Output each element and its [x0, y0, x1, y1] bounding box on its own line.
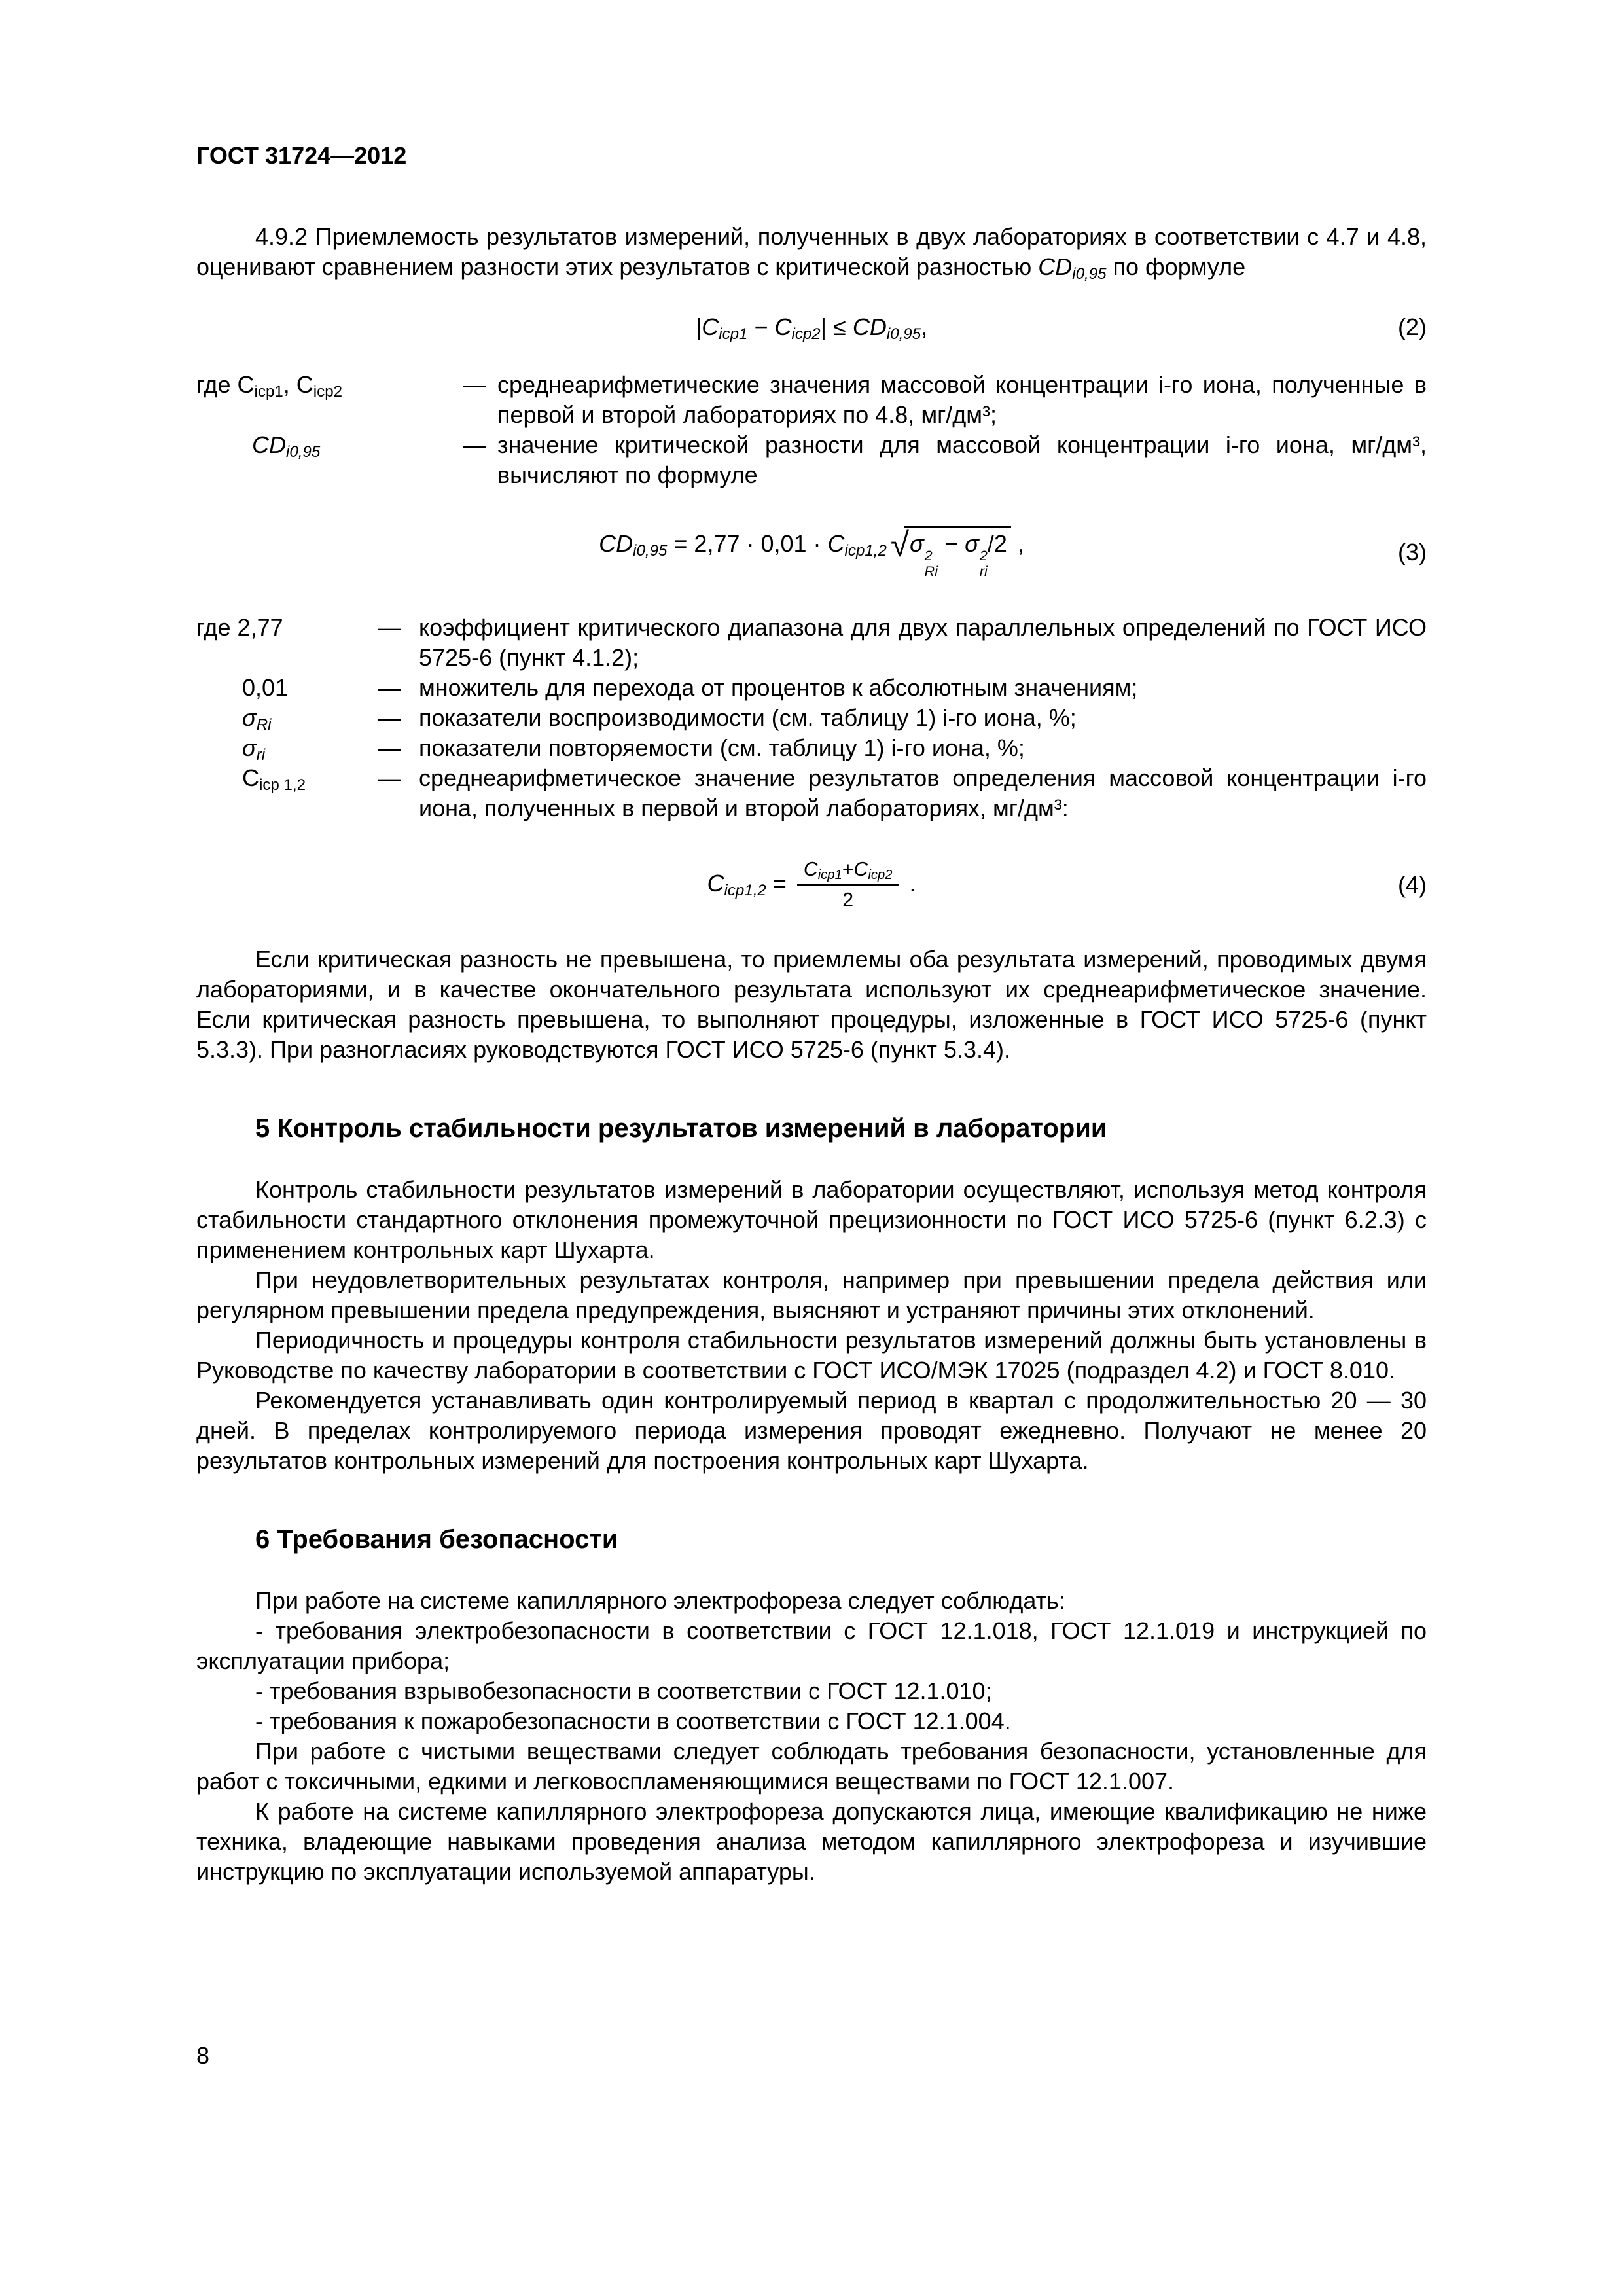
section-6-list-item: - требования электробезопасности в соответствии с ГОСТ 12.1.018, ГОСТ 12.1.019 и инструкцией по эксплуатации прибора; — [196, 1617, 1427, 1674]
def-text: значение критической разности для массовой концентрации i-го иона, мг/дм³, вычисляют по формуле — [497, 431, 1427, 488]
var-sup: 2 — [924, 547, 933, 564]
paragraph-4-9-2 — [196, 222, 1427, 282]
inline-variable-cd — [1038, 253, 1107, 283]
minus-sign: − — [938, 530, 965, 557]
plus-sign: + — [842, 859, 854, 881]
var-sub: icp1,2 — [724, 881, 766, 899]
var-base-wrap — [242, 704, 272, 734]
term-sub: icp1 — [254, 383, 283, 401]
var-base: σ — [909, 530, 924, 557]
section-5-paragraph: Рекомендуется устанавливать один контролируемый период в квартал с продолжительностью 20 — 30 дней. В пределах контролируемого периода измерения проводят ежедневно. Получают не менее 20 результатов контрольных измерений для построения контрольных карт Шухарта. — [196, 1386, 1427, 1474]
equation-number-3: (3) — [1398, 538, 1427, 565]
fraction — [797, 857, 899, 913]
def-text: множитель для перехода от процентов к абсолютным значениям; — [419, 674, 1138, 702]
fraction-denominator: 2 — [842, 889, 854, 911]
def-text: показатели повторяемости (см. таблицу 1) i-го иона, %; — [419, 734, 1025, 762]
term-sub: Ri — [256, 716, 272, 734]
var-c2 — [853, 859, 893, 883]
section-5-paragraph: Контроль стабильности результатов измерений в лаборатории осуществляют, используя метод контроля стабильности стандартного отклонения промежуточной прецизионности по ГОСТ ИСО 5725-6 (пункт 6.2.3) с применением контрольных карт Шухарта. — [196, 1175, 1427, 1263]
definition-list-formula-3 — [196, 613, 1427, 823]
term-base: CD — [252, 431, 286, 458]
var-c — [707, 870, 766, 897]
def-dash: — — [378, 704, 401, 732]
var-base: C — [827, 530, 845, 557]
var-c1 — [803, 859, 842, 883]
var-base: C — [853, 859, 868, 881]
var-sup: 2 — [979, 547, 988, 564]
var-sigma-r — [196, 733, 265, 763]
var-sub: i0,95 — [886, 325, 921, 344]
term-base: σ — [242, 704, 257, 732]
formula-3-expression — [599, 526, 1024, 579]
var-c1 — [702, 314, 748, 344]
var-sigma-R — [196, 703, 272, 733]
radical-sign: √ — [890, 526, 909, 564]
def-term — [196, 703, 360, 733]
sup-sub-stack — [925, 548, 938, 579]
var-sub: icp2 — [791, 325, 821, 344]
section-6-paragraph: При работе с чистыми веществами следует соблюдать требования безопасности, установленные для работ с токсичными, едкими и легковоспламеняющимися веществами по ГОСТ 12.1.007. — [196, 1737, 1427, 1795]
section-6-paragraph: К работе на системе капиллярного электрофореза допускаются лица, имеющие квалификацию не ниже техника, владеющие навыками проведения анализа методом капиллярного электрофореза и изучившие инструкцию по эксплуатации используемой аппаратуры. — [196, 1797, 1427, 1885]
divide-by-two: /2 — [987, 530, 1007, 557]
radicand — [904, 526, 1011, 579]
var-base: CD — [1038, 253, 1073, 280]
var-sigma-R — [909, 530, 938, 579]
paragraph-text: 4.9.2 Приемлемость результатов измерений, полученных в двух лабораториях в соответствии с 4.7 и 4.8, оценивают сравнением разности этих результатов с критической разностью — [196, 223, 1427, 280]
section-5-paragraph: Периодичность и процедуры контроля стабильности результатов измерений должны быть установлены в Руководстве по качеству лаборатории в соответствии с ГОСТ ИСО/МЭК 17025 (подраздел 4.2) и ГОСТ 8.010. — [196, 1326, 1427, 1384]
var-c2 — [774, 314, 821, 344]
section-6-heading: 6 Требования безопасности — [255, 1524, 618, 1554]
def-term — [196, 763, 360, 823]
abs-bar: | — [820, 314, 827, 340]
fraction-numerator — [797, 857, 899, 886]
var-base-wrap — [242, 734, 266, 764]
section-5-paragraph: При неудовлетворительных результатах контроля, например при превышении предела действия или регулярном превышении предела предупреждения, выясняют и устраняют причины этих отклонений. — [196, 1266, 1427, 1323]
var-base: CD — [599, 530, 633, 557]
def-intro: где — [196, 371, 238, 398]
def-dash: — — [378, 764, 401, 792]
term-sub: icp 1,2 — [259, 776, 306, 795]
doc-number-header: ГОСТ 31724—2012 — [196, 142, 407, 169]
def-dash: — — [463, 371, 486, 398]
var-base: C — [774, 314, 792, 340]
punctuation: , — [921, 314, 928, 340]
var-sub: icp1 — [719, 325, 748, 344]
var-c-avg — [196, 763, 306, 793]
minus-sign: − — [747, 314, 775, 340]
formula-4 — [196, 857, 1427, 913]
punctuation: , — [283, 371, 296, 398]
var-base: CD — [852, 314, 887, 340]
def-text: среднеарифметическое значение результатов определения массовой концентрации i-го иона, полученных в первой и второй лабораториях, мг/дм³: — [419, 764, 1427, 822]
term-base: С — [296, 371, 313, 398]
section-6-list-item: - требования взрывобезопасности в соответствии с ГОСТ 12.1.010; — [255, 1677, 992, 1704]
formula-2-expression — [695, 314, 928, 344]
section-6-paragraph: При работе на системе капиллярного электрофореза следует соблюдать: — [255, 1587, 1065, 1614]
var-base: C — [803, 859, 818, 881]
formula-4-expression — [707, 859, 916, 911]
term-sub: ri — [256, 746, 266, 764]
formula-3 — [196, 526, 1427, 579]
section-5-heading: 5 Контроль стабильности результатов измерений в лаборатории — [255, 1113, 1107, 1143]
var-cd — [852, 314, 921, 344]
def-term — [196, 613, 360, 673]
def-dash: — — [463, 431, 486, 458]
def-term — [196, 430, 452, 490]
paragraph-acceptance: Если критическая разность не превышена, то приемлемы оба результата измерений, проводимых двумя лабораториями, и в качестве окончательного результата используют их среднеарифметическое значение. Если критическая разность превышена, то выполняют процедуры, изложенные в ГОСТ ИСО 5725-6 (пункт 5.3.3). При разногласиях руководствуются ГОСТ ИСО 5725-6 (пункт 5.3.4). — [196, 945, 1427, 1063]
var-sub: i0,95 — [1072, 265, 1107, 283]
equation-number-4: (4) — [1398, 871, 1427, 899]
formula-2 — [196, 312, 1427, 342]
term-base: 0,01 — [242, 674, 289, 702]
var-sigma-r — [965, 530, 988, 579]
section-6-list-item: - требования к пожаробезопасности в соответствии с ГОСТ 12.1.004. — [255, 1707, 1011, 1734]
abs-bar: | — [695, 314, 702, 340]
term-sub: icp2 — [313, 383, 343, 401]
var-cd — [599, 530, 668, 560]
var-base: C — [702, 314, 719, 340]
punctuation: . — [902, 869, 916, 897]
var-base: C — [707, 869, 724, 897]
var-base: σ — [965, 530, 979, 557]
var-sub: Ri — [924, 562, 938, 579]
term-base: С — [242, 764, 259, 792]
def-dash: — — [378, 734, 401, 762]
definition-list-formula-2 — [196, 370, 1427, 490]
def-term — [196, 733, 360, 763]
def-term — [196, 673, 360, 703]
term-base: 2,77 — [237, 614, 283, 641]
var-cd — [196, 430, 320, 460]
page-number: 8 — [196, 2042, 210, 2069]
le-sign: ≤ — [827, 314, 853, 340]
var-sub: icp1,2 — [844, 542, 887, 560]
var-sub: i0,95 — [633, 542, 668, 560]
term-base: С — [237, 371, 255, 398]
var-sub: icp1 — [817, 868, 842, 883]
coefficients: = 2,77 · 0,01 · — [667, 530, 828, 557]
def-text: показатели воспроизводимости (см. таблицу 1) i-го иона, %; — [419, 704, 1077, 732]
def-dash: — — [378, 674, 401, 702]
sup-sub-stack — [980, 548, 988, 579]
paragraph-text: по формуле — [1106, 253, 1246, 280]
term-sub: i0,95 — [286, 443, 321, 461]
var-sub: icp2 — [868, 868, 893, 883]
def-text: коэффициент критического диапазона для двух параллельных определений по ГОСТ ИСО 5725-6 (пункт 4.1.2); — [419, 614, 1427, 672]
term-base: σ — [242, 734, 257, 762]
punctuation: , — [1010, 530, 1024, 557]
equals-sign: = — [766, 869, 793, 897]
def-intro: где — [196, 614, 238, 641]
def-term — [196, 370, 452, 430]
def-dash: — — [378, 614, 401, 641]
def-text: среднеарифметические значения массовой концентрации i-го иона, полученные в первой и второй лабораториях по 4.8, мг/дм³; — [497, 371, 1427, 428]
equation-number-2: (2) — [1398, 314, 1427, 340]
var-sub: ri — [979, 562, 988, 579]
var-c — [827, 530, 887, 560]
